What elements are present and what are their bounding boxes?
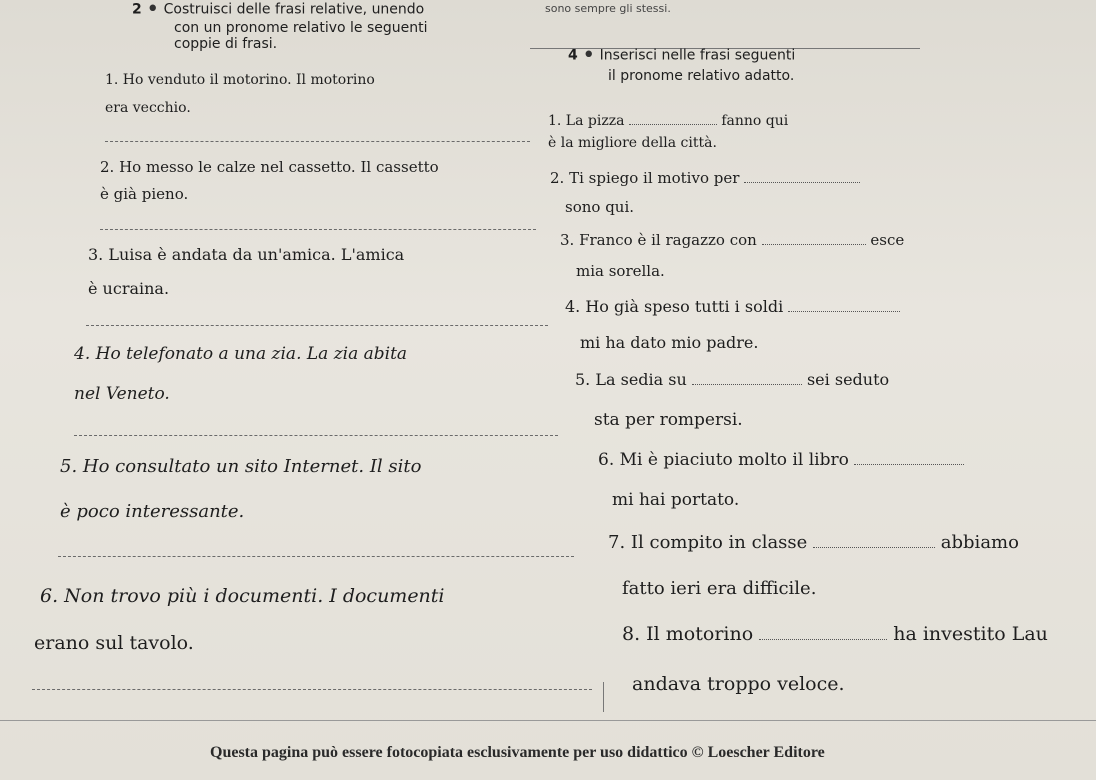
- ex4-item-4-line2: mi ha dato mio padre.: [580, 333, 759, 352]
- ex4-blank-4[interactable]: [788, 297, 900, 312]
- exercise2-header: [132, 0, 425, 22]
- ex2-item-5-line1: 5. Ho consultato un sito Internet. Il sito: [60, 456, 422, 477]
- ex2-answer-line-3[interactable]: [86, 325, 548, 326]
- exercise4-number: 4: [568, 47, 578, 64]
- ex2-item-4-line1: 4. Ho telefonato a una zia. La zia abita: [74, 344, 408, 364]
- ex2-item-1-line2: era vecchio.: [105, 100, 191, 116]
- ex4-item-2: [550, 168, 860, 187]
- exercise4-instruction-1: Inserisci nelle frasi seguenti: [599, 47, 796, 64]
- ex4-item-1: [548, 110, 788, 129]
- exercise2-instruction-3: coppie di frasi.: [174, 36, 278, 52]
- ex2-answer-line-2[interactable]: [100, 229, 536, 230]
- ex4-item-2-line2: sono qui.: [565, 198, 635, 216]
- ex4-item-3-line2: mia sorella.: [576, 262, 665, 280]
- ex2-item-3-line2: è ucraina.: [88, 279, 170, 298]
- ex4-item-4-part1: 4. Ho già speso tutti i soldi: [565, 297, 784, 316]
- ex4-item-7-part1: 7. Il compito in classe: [608, 532, 808, 553]
- ex4-item-4: [565, 297, 900, 316]
- ex4-item-5-line2: sta per rompersi.: [594, 410, 743, 430]
- ex4-blank-7[interactable]: [813, 533, 935, 548]
- ex4-item-3-part2: esce: [870, 231, 905, 249]
- ex2-answer-line-5[interactable]: [58, 556, 574, 557]
- ex4-item-5-part1: 5. La sedia su: [575, 370, 687, 389]
- column-divider: [603, 682, 604, 712]
- ex4-item-1-line2: è la migliore della città.: [548, 135, 717, 151]
- ex2-item-6-line1: 6. Non trovo più i documenti. I documenti: [40, 585, 445, 607]
- exercise2-instruction-1: Costruisci delle frasi relative, unendo: [163, 1, 425, 18]
- ex4-item-7-line2: fatto ieri era difficile.: [622, 578, 817, 599]
- ex4-item-7: [608, 532, 1019, 553]
- ex4-item-6-part1: 6. Mi è piaciuto molto il libro: [598, 450, 849, 470]
- ex2-item-2-line2: è già pieno.: [100, 185, 189, 203]
- ex4-item-8-part1: 8. Il motorino: [622, 623, 754, 645]
- ex4-item-3: [560, 230, 904, 249]
- ex2-answer-line-4[interactable]: [74, 435, 558, 436]
- bullet-icon: •: [146, 0, 160, 22]
- ex4-item-1-part2: fanno qui: [721, 113, 789, 129]
- ex4-blank-5[interactable]: [692, 370, 802, 385]
- ex4-item-6-line2: mi hai portato.: [612, 490, 740, 510]
- ex4-item-3-part1: 3. Franco è il ragazzo con: [560, 231, 757, 249]
- top-right-fragment: sono sempre gli stessi.: [545, 2, 671, 15]
- exercise4-header: [568, 43, 796, 68]
- ex2-item-5-line2: è poco interessante.: [60, 501, 245, 522]
- ex4-item-1-part1: 1. La pizza: [548, 113, 625, 129]
- ex2-item-4-line2: nel Veneto.: [74, 384, 170, 404]
- bullet-icon: •: [582, 43, 596, 68]
- ex4-blank-6[interactable]: [854, 450, 964, 465]
- exercise4-instruction-2: il pronome relativo adatto.: [608, 68, 795, 84]
- ex4-blank-8[interactable]: [759, 625, 887, 640]
- ex4-item-8-line2: andava troppo veloce.: [632, 673, 845, 695]
- ex2-item-2-line1: 2. Ho messo le calze nel cassetto. Il cassetto: [100, 158, 439, 176]
- ex4-item-8: [622, 623, 1048, 645]
- ex4-item-5: [575, 370, 889, 389]
- footer-divider: [0, 720, 1096, 721]
- ex2-answer-line-6[interactable]: [32, 689, 592, 690]
- ex2-item-3-line1: 3. Luisa è andata da un'amica. L'amica: [88, 245, 405, 264]
- ex2-answer-line-1[interactable]: [105, 141, 530, 142]
- ex4-blank-1[interactable]: [629, 110, 717, 125]
- exercise2-number: 2: [132, 1, 142, 18]
- ex4-item-5-part2: sei seduto: [806, 370, 890, 389]
- ex2-item-6-line2: erano sul tavolo.: [34, 632, 194, 654]
- ex4-item-6: [598, 450, 964, 470]
- ex4-item-7-part2: abbiamo: [940, 532, 1019, 553]
- ex2-item-1-line1: 1. Ho venduto il motorino. Il motorino: [105, 72, 375, 88]
- ex4-blank-3[interactable]: [762, 230, 866, 245]
- ex4-blank-2[interactable]: [744, 168, 860, 183]
- exercise2-instruction-2: con un pronome relativo le seguenti: [174, 20, 428, 36]
- footer-copyright: Questa pagina può essere fotocopiata esclusivamente per uso didattico © Loescher Editore: [210, 744, 825, 761]
- ex4-item-2-part1: 2. Ti spiego il motivo per: [550, 169, 740, 187]
- ex4-item-8-part2: ha investito Lau: [893, 623, 1048, 645]
